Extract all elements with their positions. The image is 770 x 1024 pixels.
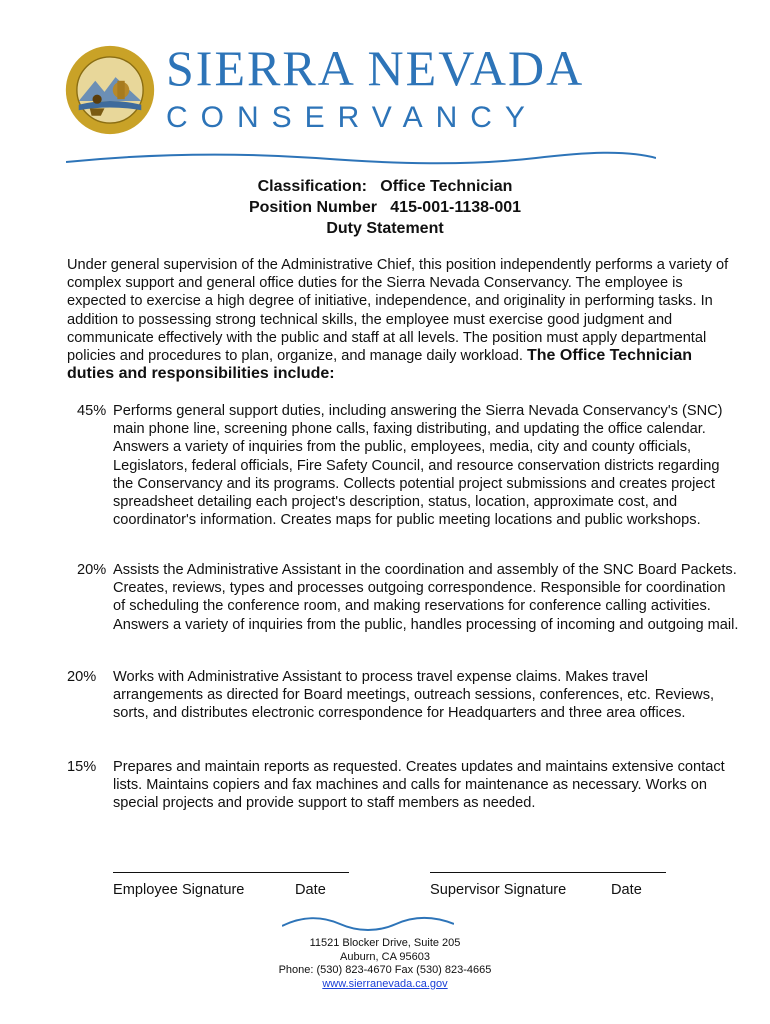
duty-item [77,402,757,529]
intro-bold-text: The Office Technician duties and responsibilities include: [67,347,693,383]
employee-date-label: Date [295,882,326,898]
duty-percent: 20% [77,562,107,578]
position-number: Position Number 415-001-1138-001 [248,199,522,216]
footer-address-line2: Auburn, CA 95603 [340,950,430,963]
duty-text: Works with Administrative Assistant to process travel expense claims. Makes travel arrangements as directed for Board meetings, outreach sessions, conferences, etc. Reviews, sorts, and distributes electronic correspondence for Headquarters and three area offices. [113,669,715,722]
supervisor-signature-block [430,872,666,898]
duty-text: Prepares and maintain reports as requested. Creates updates and maintains extensive contact lists. Maintains copiers and fax machines and calls for maintenance as necessary. Works on special projects and provide support to staff members as needed. [113,759,725,812]
employee-signature-line[interactable] [113,872,349,873]
footer-phone: Phone: (530) 823-4670 Fax (530) 823-4665 [278,964,492,976]
employee-signature-label: Employee Signature [113,882,245,898]
header-wave-divider [66,146,656,170]
intro-text: Under general supervision of the Administrative Chief, this position independently performs a variety of complex support and general office duties for the Sierra Nevada Conservancy. The employee is expected to exercise a high degree of initiative, independence, and originality in performing tasks. In addition to possessing strong technical skills, the employee must exercise good judgment and communicate effectively with the public and staff at all levels. The position must apply departmental policies and procedures to plan, organize, and manage daily workload. [67,257,729,365]
duty-text: Performs general support duties, including answering the Sierra Nevada Conservancy's (SNC) main phone line, screening phone calls, faxing distributing, and updating the office calendar. Answers a variety of inquiries from the public, employees, media, city and county officials, Legislators, federal officials, Fire Safety Council, and resource conservation districts regarding the Conservancy and its programs. Collects potential project submissions and creates project spreadsheet detailing each project's description, status, location, approximate cost, and coordinator's information. Creates maps for public meeting locations and public workshops. [113,403,723,529]
document-titles [0,176,770,239]
duty-statement-title: Duty Statement [326,220,444,237]
footer-wave-divider [282,914,454,934]
duty-percent: 15% [67,759,97,775]
supervisor-date-label: Date [611,882,642,898]
duty-item [77,561,757,634]
supervisor-signature-label: Supervisor Signature [430,882,567,898]
org-subtitle: CONSERVANCY [166,101,538,134]
employee-signature-block [113,872,349,898]
intro-paragraph [67,256,739,383]
duty-text: Assists the Administrative Assistant in the coordination and assembly of the SNC Board Packets. Creates, reviews, types and processes outgoing correspondence. Responsible for coordination of scheduling the conference room, and making reservations for conference calling activities. Answers a variety of inquiries from the public, handles processing of incoming and outgoing mail. [113,562,739,633]
duty-item [67,758,747,813]
duty-percent: 45% [77,403,107,419]
footer-address-line1: 11521 Blocker Drive, Suite 205 [309,937,461,949]
duty-percent: 20% [67,669,97,685]
footer-contact [0,937,770,991]
classification-title: Classification: Office Technician [257,178,513,195]
org-name: SIERRA NEVADA [166,40,585,96]
supervisor-signature-line[interactable] [430,872,666,873]
website-link[interactable]: www.sierranevada.ca.gov [322,977,448,990]
duty-item [67,668,747,723]
letterhead [58,38,718,168]
brand-wordmark [166,40,584,136]
state-seal-icon [64,44,156,136]
